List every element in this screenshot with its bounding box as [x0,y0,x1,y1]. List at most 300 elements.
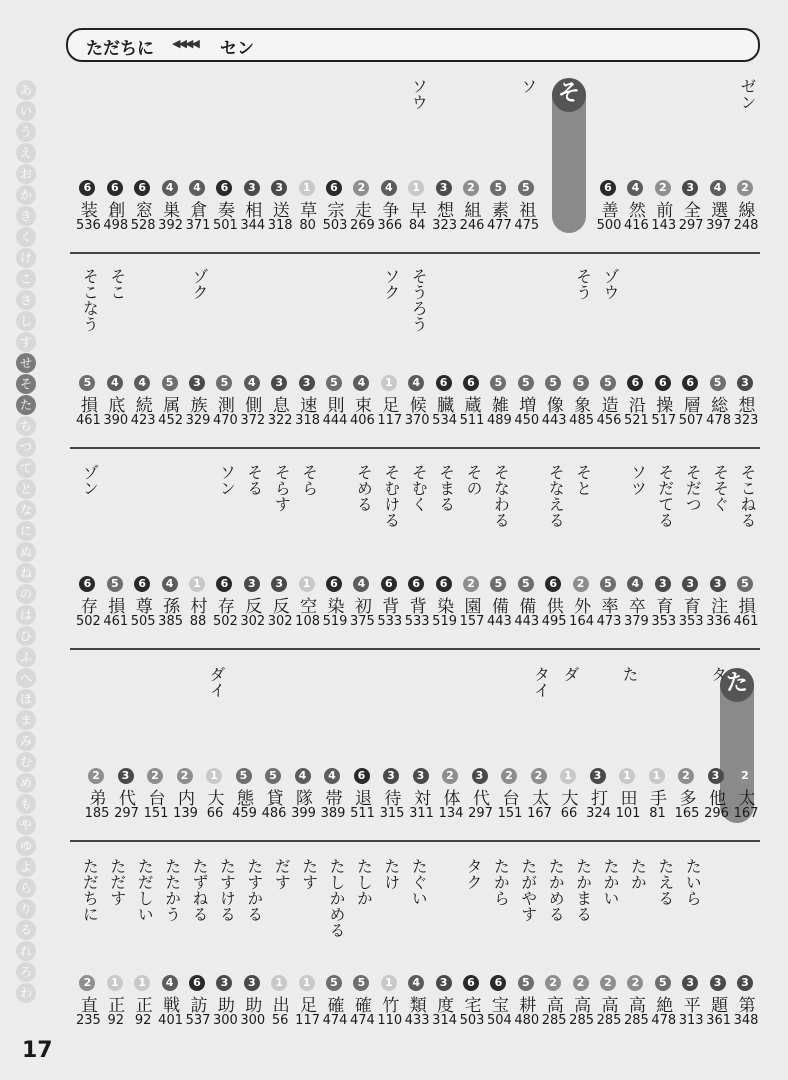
entry-column [378,660,406,830]
entry-kanji: 操 [656,396,674,416]
kana-index-item: に [16,521,36,541]
entry-kanji: 走 [354,201,372,221]
entry-number: 151 [497,806,523,821]
entry-number: 502 [75,614,101,629]
grade-badge: 3 [244,576,260,592]
entry-column [239,852,267,1037]
entry-reading: たすける [217,858,237,922]
grade-badge: 1 [134,975,150,991]
entry-column [74,458,102,638]
grade-badge: 1 [107,975,123,991]
grade-badge: 6 [189,975,205,991]
entry-kanji: 平 [683,996,701,1016]
entry-column [568,262,596,437]
entry-number: 315 [379,806,405,821]
entry-number: 318 [267,218,293,233]
kana-index-item: も [16,794,36,814]
header-title-right: セン [220,39,254,59]
entry-column [239,72,267,242]
grade-badge: 3 [271,375,287,391]
entry-kanji: 測 [217,396,235,416]
grade-badge: 5 [518,375,534,391]
entry-column [129,72,157,242]
entry-number: 459 [232,806,257,821]
entry-column [376,458,404,638]
entry-column [348,262,376,437]
grade-badge: 2 [79,975,95,991]
entry-number: 461 [103,614,129,629]
grade-badge: 6 [134,180,150,196]
grade-badge: 2 [678,768,694,784]
entry-reading: そこなう [80,268,100,332]
section-divider [70,648,760,650]
entry-column [211,262,239,437]
entry-number: 164 [569,614,594,629]
entry-column [732,458,760,638]
entry-kanji: 線 [738,201,756,221]
entry-column [568,72,596,242]
entry-reading: ゾウ [601,268,620,300]
entry-column [376,262,404,437]
grade-badge: 2 [501,768,517,784]
entry-kanji: 染 [327,597,345,617]
entry-reading: たかい [601,858,620,906]
entry-number: 416 [623,218,649,233]
entry-kanji: 帯 [325,789,343,809]
entry-number: 474 [322,1013,348,1028]
kana-index [8,80,42,1004]
entry-column [266,852,294,1037]
entry-number: 285 [623,1013,649,1028]
entry-number: 443 [541,413,567,428]
entry-reading: そなえる [546,464,566,528]
entry-number: 300 [212,1013,238,1028]
entry-kanji: 背 [382,597,400,617]
entry-column [732,262,760,437]
entry-column [403,72,431,242]
entry-number: 443 [486,614,512,629]
grade-badge: 4 [244,375,260,391]
grade-badge: 6 [326,576,342,592]
entry-kanji: 束 [354,396,372,416]
entry-number: 92 [107,1013,125,1028]
entry-kanji: 初 [354,597,372,617]
entry-number: 66 [560,806,578,821]
entry-kanji: 直 [80,996,98,1016]
entry-column [74,262,102,437]
grade-badge: 6 [600,180,616,196]
entry-number: 246 [459,218,485,233]
entry-column [650,262,678,437]
entry-number: 486 [261,806,287,821]
entry-section [70,262,760,437]
entry-reading: だす [272,858,292,890]
grade-badge: 3 [682,180,698,196]
grade-badge: 5 [326,375,342,391]
kana-index-item: う [16,122,36,142]
entry-column [485,262,513,437]
grade-badge: 2 [147,768,163,784]
grade-badge: 2 [442,768,458,784]
entry-column [677,262,705,437]
entry-column [595,458,623,638]
entry-column [705,458,733,638]
entry-number: 329 [185,413,211,428]
grade-badge: 3 [737,975,753,991]
entry-number: 519 [432,614,457,629]
entry-kanji: 隊 [296,789,313,809]
entry-column [595,262,623,437]
entry-number: 56 [271,1013,289,1028]
entry-column [705,72,733,242]
entry-kanji: 台 [148,789,166,809]
entry-column [239,262,267,437]
entry-number: 296 [704,806,729,821]
entry-number: 489 [486,413,512,428]
entry-column [732,660,760,830]
entry-column [129,262,157,437]
entry-number: 473 [596,614,622,629]
grade-badge: 6 [107,180,123,196]
entry-column [458,852,486,1037]
entry-kanji: 態 [237,789,254,809]
tab-so-label: そ [552,78,586,112]
grade-badge: 5 [545,375,561,391]
entry-number: 511 [350,806,375,821]
entry-kanji: 卒 [628,597,646,617]
entry-column [403,458,431,638]
entry-number: 344 [240,218,266,233]
kana-index-item: こ [16,269,36,289]
entry-column [266,72,294,242]
entry-column [431,852,459,1037]
kana-index-item: な [16,500,36,520]
grade-badge: 6 [216,576,232,592]
entry-kanji: 宗 [327,201,345,221]
entry-reading: その [464,464,483,496]
entry-column [231,660,259,830]
entry-number: 406 [349,413,375,428]
kana-index-item: よ [16,857,36,877]
entry-number: 528 [130,218,156,233]
grade-badge: 5 [655,975,671,991]
entry-kanji: 草 [300,201,318,221]
entry-kanji: 素 [491,201,509,221]
entry-reading: タ [708,666,728,682]
entry-number: 371 [185,218,211,233]
entry-kanji: 率 [601,597,619,617]
entry-number: 361 [706,1013,731,1028]
entry-column [540,458,568,638]
entry-number: 485 [569,413,594,428]
entry-number: 353 [678,614,704,629]
entry-column [239,458,267,638]
grade-badge: 6 [463,375,479,391]
grade-badge: 4 [134,375,150,391]
kana-index-item: ひ [16,626,36,646]
grade-badge: 4 [162,975,178,991]
kana-index-item: み [16,731,36,751]
entry-section [70,72,760,242]
entry-number: 88 [189,614,207,629]
grade-badge: 6 [682,375,698,391]
grade-badge: 1 [560,768,576,784]
kana-index-item: ま [16,710,36,730]
kana-index-item: か [16,185,36,205]
entry-number: 375 [349,614,375,629]
entry-kanji: 助 [217,996,235,1016]
entry-column [513,852,541,1037]
grade-badge: 1 [206,768,222,784]
entry-number: 134 [438,806,464,821]
entry-reading: そらす [272,464,292,512]
entry-reading: たたかう [162,858,182,922]
entry-reading: タク [464,858,483,890]
entry-kanji: 出 [272,996,290,1016]
entry-kanji: 蔵 [464,396,482,416]
entry-number: 66 [206,806,224,821]
entry-column [650,852,678,1037]
entry-column [348,72,376,242]
grade-badge: 6 [463,975,479,991]
entry-kanji: 備 [519,597,537,617]
entry-reading: ゾン [80,464,100,496]
section-divider [70,252,760,254]
grade-badge: 5 [600,375,616,391]
grade-badge: 6 [627,375,643,391]
entry-column [540,72,568,242]
entry-kanji: 手 [650,789,667,809]
entry-kanji: 全 [683,201,701,221]
entry-number: 443 [514,614,540,629]
grade-badge: 3 [436,975,452,991]
entry-kanji: 太 [738,789,756,809]
grade-badge: 5 [490,180,506,196]
grade-badge: 3 [682,975,698,991]
entry-number: 285 [596,1013,622,1028]
entry-kanji: 造 [601,396,619,416]
kana-index-item: あ [16,80,36,100]
entry-kanji: 創 [108,201,126,221]
entry-reading: たしかめる [327,858,346,938]
grade-badge: 2 [737,180,753,196]
entry-column [526,660,554,830]
grade-badge: 3 [737,375,753,391]
entry-kanji: 損 [80,396,98,416]
entry-number: 165 [674,806,700,821]
entry-number: 397 [706,218,731,233]
entry-kanji: 臓 [437,396,455,416]
entry-kanji: 想 [437,201,455,221]
entry-kanji: 育 [683,597,701,617]
entry-number: 323 [733,413,759,428]
grade-badge: 1 [649,768,665,784]
tab-ta-label: た [720,668,754,702]
entry-column [568,852,596,1037]
entry-reading: ただす [107,858,127,906]
kana-index-item: て [16,458,36,478]
entry-column [496,660,524,830]
entry-number: 353 [651,614,677,629]
entry-number: 474 [349,1013,375,1028]
entry-number: 500 [596,218,622,233]
entry-column [458,72,486,242]
entry-number: 501 [212,218,238,233]
grade-badge: 2 [737,768,753,784]
grade-badge: 3 [413,768,429,784]
kana-index-item: ら [16,878,36,898]
entry-kanji: 存 [80,597,98,617]
header-arrows: ◀◀◀◀ [172,37,198,50]
grade-badge: 2 [177,768,193,784]
entry-column [431,262,459,437]
grade-badge: 4 [189,180,205,196]
entry-kanji: 備 [491,597,509,617]
grade-badge: 6 [436,375,452,391]
kana-index-item: む [16,752,36,772]
grade-badge: 3 [189,375,205,391]
entry-kanji: 雑 [491,396,509,416]
kana-index-item: る [16,920,36,940]
entry-kanji: 続 [135,396,153,416]
entry-column [348,852,376,1037]
entry-reading: そそぐ [710,464,730,512]
entry-number: 311 [409,806,434,821]
entry-reading: たぐい [409,858,429,906]
grade-badge: 2 [531,768,547,784]
entry-column [376,72,404,242]
grade-badge: 2 [463,576,479,592]
entry-number: 401 [158,1013,183,1028]
entry-kanji: 退 [355,789,372,809]
kana-index-item: の [16,584,36,604]
entry-number: 478 [651,1013,677,1028]
entry-kanji: 代 [119,789,136,809]
kana-index-item: ぬ [16,542,36,562]
entry-number: 475 [514,218,540,233]
entry-kanji: 貸 [266,789,284,809]
entry-reading: そと [573,464,593,496]
entry-kanji: 存 [217,597,235,617]
entry-column [266,262,294,437]
kana-index-item: え [16,143,36,163]
entry-number: 80 [299,218,316,233]
entry-column [211,458,239,638]
section-divider [70,447,760,449]
entry-column [290,660,318,830]
entry-number: 505 [130,614,156,629]
entry-number: 385 [158,614,183,629]
entry-reading: そまる [436,464,456,512]
entry-column [677,852,705,1037]
entry-reading: そうろう [409,268,429,332]
entry-column [260,660,288,830]
entry-kanji: 田 [620,789,638,809]
grade-badge: 5 [600,576,616,592]
entry-column [467,660,495,830]
entry-column [513,458,541,638]
entry-column [294,458,322,638]
entry-number: 372 [240,413,266,428]
grade-badge: 6 [545,576,561,592]
entry-section [70,660,760,830]
grade-badge: 2 [655,180,671,196]
entry-number: 502 [212,614,238,629]
entry-kanji: 弟 [89,789,107,809]
entry-number: 478 [706,413,731,428]
entry-number: 452 [158,413,183,428]
entry-number: 323 [432,218,457,233]
entry-number: 348 [733,1013,759,1028]
entry-column [142,660,170,830]
grade-badge: 5 [490,576,506,592]
entry-kanji: 反 [272,597,290,617]
entry-kanji: 総 [711,396,729,416]
entry-reading: たがやす [518,858,538,922]
entry-number: 143 [651,218,677,233]
grade-badge: 5 [737,576,753,592]
grade-badge: 4 [162,180,178,196]
grade-badge: 4 [408,375,424,391]
grade-badge: 3 [655,576,671,592]
entry-reading: ダイ [207,666,226,698]
entry-column [129,852,157,1037]
entry-column [732,72,760,242]
entry-kanji: 然 [628,201,646,221]
kana-index-item: は [16,605,36,625]
entry-kanji: 息 [272,396,290,416]
entry-number: 503 [322,218,348,233]
entry-kanji: 背 [409,597,427,617]
entry-kanji: 選 [711,201,729,221]
entry-number: 151 [143,806,169,821]
entry-kanji: 窓 [135,201,153,221]
kana-index-item: や [16,815,36,835]
entry-number: 533 [404,614,430,629]
entry-column [650,458,678,638]
entry-kanji: 代 [473,789,490,809]
entry-kanji: 損 [108,597,126,617]
grade-badge: 3 [216,975,232,991]
grade-badge: 6 [354,768,370,784]
entry-column [403,262,431,437]
entry-kanji: 前 [656,201,674,221]
entry-number: 507 [678,413,704,428]
entry-number: 389 [320,806,346,821]
entry-kanji: 増 [519,396,537,416]
grade-badge: 1 [381,975,397,991]
entry-column [513,72,541,242]
entry-kanji: 多 [679,789,697,809]
entry-kanji: 第 [738,996,756,1016]
grade-badge: 4 [627,576,643,592]
grade-badge: 4 [295,768,311,784]
entry-column [102,458,130,638]
entry-kanji: 注 [711,597,729,617]
entry-column [129,458,157,638]
entry-number: 248 [733,218,759,233]
entry-number: 92 [134,1013,152,1028]
entry-reading: そめる [354,464,374,512]
entry-number: 366 [377,218,403,233]
entry-column [74,852,102,1037]
entry-kanji: 他 [709,789,726,809]
grade-badge: 5 [162,375,178,391]
entry-kanji: 組 [464,201,482,221]
entry-number: 477 [486,218,512,233]
kana-index-item: さ [16,290,36,310]
entry-number: 185 [84,806,110,821]
